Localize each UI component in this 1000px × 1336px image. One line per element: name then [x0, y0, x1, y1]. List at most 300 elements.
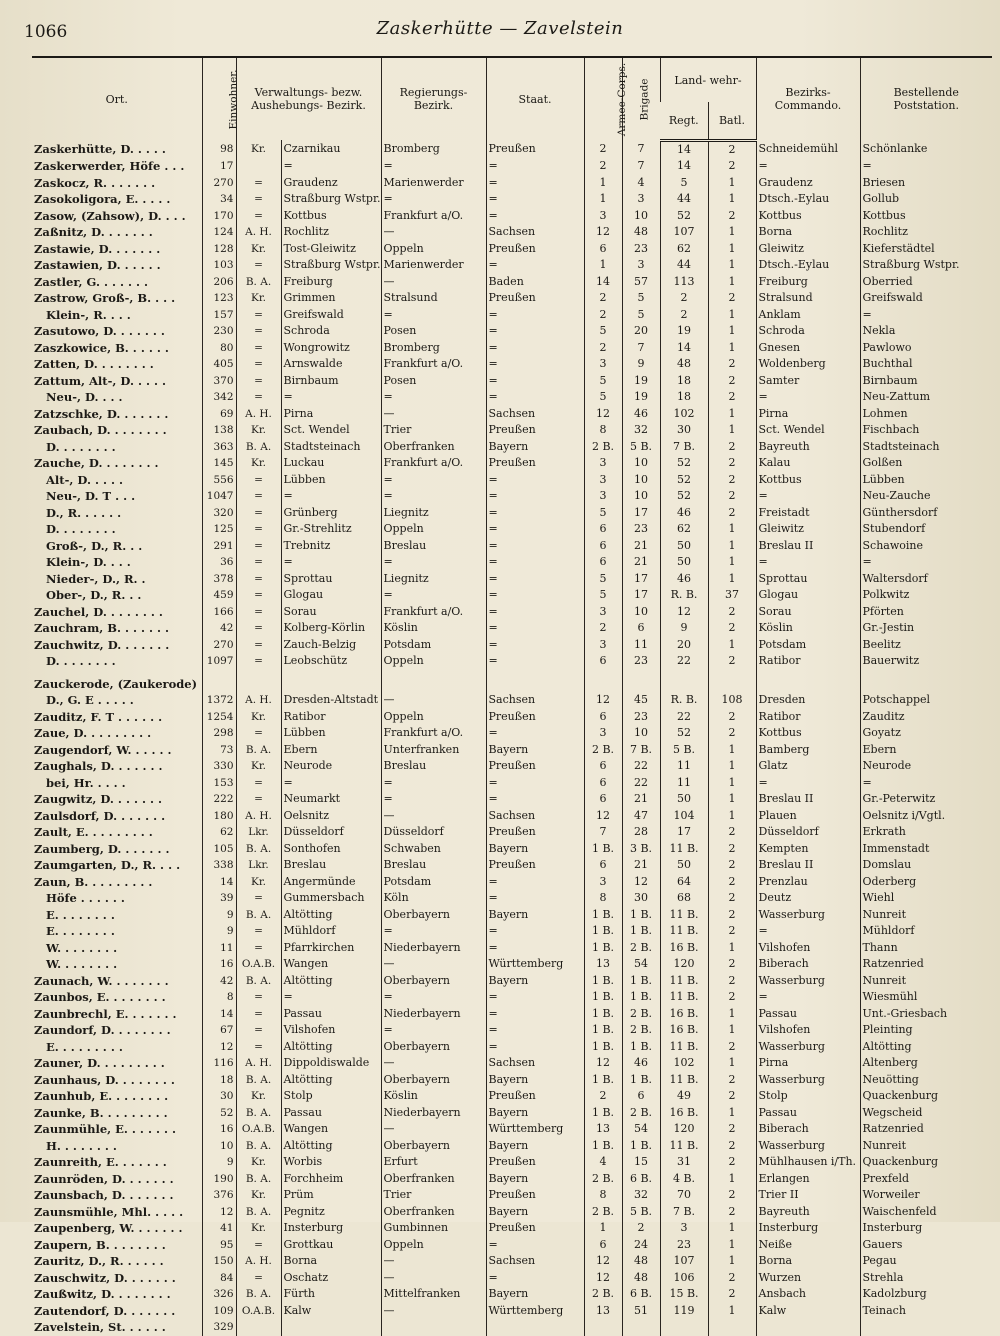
- post-station: Beelitz: [860, 637, 992, 654]
- landwehr-regiment: [660, 676, 708, 693]
- place-name: Zaszkowice, B. . . . . .: [34, 340, 169, 355]
- government-district: Düsseldorf: [381, 824, 486, 841]
- brigade: 23: [622, 241, 660, 258]
- army-corps: 6: [584, 857, 622, 874]
- government-district: =: [381, 923, 486, 940]
- district-type: Kr.: [236, 140, 281, 158]
- post-station: Pförten: [860, 604, 992, 621]
- landwehr-regiment: 62: [660, 521, 708, 538]
- state: Sachsen: [486, 692, 584, 709]
- brigade: 46: [622, 406, 660, 423]
- brigade: 23: [622, 521, 660, 538]
- place-name: Zaunach, W. . . . . . . .: [34, 973, 169, 988]
- population: 206: [202, 274, 236, 291]
- army-corps: 1 B.: [584, 989, 622, 1006]
- brigade: 51: [622, 1303, 660, 1320]
- place-name: Zaskerwerder, Höfe . . .: [34, 159, 185, 173]
- government-district: —: [381, 1270, 486, 1287]
- post-station: Stubendorf: [860, 521, 992, 538]
- district: Graudenz: [281, 175, 381, 192]
- landwehr-regiment: 17: [660, 824, 708, 841]
- landwehr-battalion: 1: [708, 175, 756, 192]
- landwehr-battalion: 1: [708, 191, 756, 208]
- landwehr-battalion: 2: [708, 620, 756, 637]
- landwehr-regiment: 64: [660, 874, 708, 891]
- district-type: =: [236, 208, 281, 225]
- government-district: =: [381, 587, 486, 604]
- state: Württemberg: [486, 1303, 584, 1320]
- table-row: [32, 587, 992, 604]
- district-command: Plauen: [756, 808, 860, 825]
- population: 376: [202, 1187, 236, 1204]
- district: [281, 676, 381, 693]
- army-corps: 6: [584, 758, 622, 775]
- landwehr-regiment: 11 B.: [660, 1039, 708, 1056]
- place-name: D. . . . . . . .: [46, 522, 116, 536]
- table-row: [32, 323, 992, 340]
- state: =: [486, 538, 584, 555]
- district: Leobschütz: [281, 653, 381, 670]
- government-district: Oberfranken: [381, 1204, 486, 1221]
- table-row: [32, 989, 992, 1006]
- post-station: Lübben: [860, 472, 992, 489]
- district-type: B. A.: [236, 439, 281, 456]
- brigade: 2 B.: [622, 1105, 660, 1122]
- government-district: Frankfurt a/O.: [381, 725, 486, 742]
- district-type: A. H.: [236, 1253, 281, 1270]
- post-station: Nunreit: [860, 1138, 992, 1155]
- government-district: Unterfranken: [381, 742, 486, 759]
- place-name: Zauckerode, (Zaukerode): [34, 676, 198, 691]
- army-corps: 1 B.: [584, 923, 622, 940]
- population: 42: [202, 973, 236, 990]
- place-name: Ober-, D., R. . .: [46, 588, 142, 602]
- district-command: Kottbus: [756, 472, 860, 489]
- landwehr-regiment: R. B.: [660, 692, 708, 709]
- post-station: Unt.-Griesbach: [860, 1006, 992, 1023]
- district-type: =: [236, 775, 281, 792]
- state: =: [486, 890, 584, 907]
- place-name: Zaunröden, D. . . . . . .: [34, 1171, 174, 1186]
- district: Freiburg: [281, 274, 381, 291]
- district: Passau: [281, 1006, 381, 1023]
- population: 338: [202, 857, 236, 874]
- post-station: Neu-Zauche: [860, 488, 992, 505]
- army-corps: [584, 676, 622, 693]
- government-district: =: [381, 791, 486, 808]
- district-command: Ratibor: [756, 653, 860, 670]
- state: Sachsen: [486, 1055, 584, 1072]
- state: Preußen: [486, 1220, 584, 1237]
- post-station: =: [860, 158, 992, 175]
- district: [281, 1319, 381, 1336]
- army-corps: 2 B.: [584, 1286, 622, 1303]
- army-corps: 12: [584, 808, 622, 825]
- landwehr-regiment: 18: [660, 389, 708, 406]
- brigade: 1 B.: [622, 923, 660, 940]
- place-name: Zaughals, D. . . . . . .: [34, 759, 163, 773]
- landwehr-battalion: 2: [708, 841, 756, 858]
- district: Pfarrkirchen: [281, 940, 381, 957]
- landwehr-regiment: 48: [660, 356, 708, 373]
- landwehr-battalion: 2: [708, 725, 756, 742]
- table-row: [32, 758, 992, 775]
- brigade: 23: [622, 709, 660, 726]
- landwehr-battalion: 1: [708, 571, 756, 588]
- post-station: Ratzenried: [860, 956, 992, 973]
- army-corps: 1 B.: [584, 1022, 622, 1039]
- state: Württemberg: [486, 1121, 584, 1138]
- landwehr-battalion: 1: [708, 940, 756, 957]
- place-name: E. . . . . . . . .: [46, 1039, 123, 1054]
- table-row: [32, 775, 992, 792]
- district-type: A. H.: [236, 224, 281, 241]
- table-row: [32, 1088, 992, 1105]
- district-command: Gnesen: [756, 340, 860, 357]
- district: Stadtsteinach: [281, 439, 381, 456]
- place-name: Zatzschke, D. . . . . . .: [34, 406, 169, 421]
- place-name: Zastler, G. . . . . . .: [34, 274, 149, 289]
- government-district: —: [381, 808, 486, 825]
- state: =: [486, 653, 584, 670]
- brigade: 7: [622, 140, 660, 158]
- government-district: Liegnitz: [381, 505, 486, 522]
- state: =: [486, 323, 584, 340]
- landwehr-regiment: 46: [660, 505, 708, 522]
- population: 298: [202, 725, 236, 742]
- post-station: Ratzenried: [860, 1121, 992, 1138]
- landwehr-battalion: 1: [708, 1055, 756, 1072]
- landwehr-battalion: [708, 1319, 756, 1336]
- district-command: Wasserburg: [756, 1039, 860, 1056]
- place-name: Zaugendorf, W. . . . . .: [34, 742, 172, 757]
- header-regierung: Regierungs- Bezirk.: [381, 57, 486, 140]
- brigade: 5: [622, 307, 660, 324]
- brigade: 3: [622, 257, 660, 274]
- brigade: 6: [622, 620, 660, 637]
- landwehr-regiment: 52: [660, 472, 708, 489]
- table-row: [32, 791, 992, 808]
- table-row: [32, 841, 992, 858]
- district: Insterburg: [281, 1220, 381, 1237]
- place-name: Zaugwitz, D. . . . . . .: [34, 792, 162, 806]
- place-name: Zaupenberg, W. . . . . . .: [34, 1221, 183, 1235]
- post-station: Pleinting: [860, 1022, 992, 1039]
- landwehr-battalion: 1: [708, 307, 756, 324]
- header-bezirks: Bezirks- Commando.: [756, 57, 860, 140]
- header-einwohner: Einwohner.: [202, 57, 236, 140]
- brigade: 6 B.: [622, 1171, 660, 1188]
- brigade: 11: [622, 637, 660, 654]
- district-command: Prenzlau: [756, 874, 860, 891]
- post-station: Waltersdorf: [860, 571, 992, 588]
- table-row: [32, 224, 992, 241]
- district-command: Pirna: [756, 406, 860, 423]
- table-row: [32, 956, 992, 973]
- district-type: O.A.B.: [236, 1121, 281, 1138]
- post-station: Kottbus: [860, 208, 992, 225]
- state: =: [486, 1237, 584, 1254]
- table-row: [32, 1270, 992, 1287]
- population: 329: [202, 1319, 236, 1336]
- brigade: 1 B.: [622, 1039, 660, 1056]
- army-corps: 14: [584, 274, 622, 291]
- army-corps: 6: [584, 538, 622, 555]
- army-corps: 3: [584, 488, 622, 505]
- district-type: =: [236, 340, 281, 357]
- post-station: Nunreit: [860, 973, 992, 990]
- district-command: Wurzen: [756, 1270, 860, 1287]
- table-row: [32, 140, 992, 158]
- place-name: D., G. E . . . . .: [46, 693, 134, 707]
- district-type: =: [236, 307, 281, 324]
- population: 291: [202, 538, 236, 555]
- landwehr-regiment: 120: [660, 1121, 708, 1138]
- district: Altötting: [281, 1138, 381, 1155]
- post-station: Greifswald: [860, 290, 992, 307]
- landwehr-regiment: 11: [660, 775, 708, 792]
- post-station: Quackenburg: [860, 1154, 992, 1171]
- government-district: =: [381, 307, 486, 324]
- state: Württemberg: [486, 956, 584, 973]
- population: 39: [202, 890, 236, 907]
- district-command: Glogau: [756, 587, 860, 604]
- table-row: [32, 208, 992, 225]
- brigade: 48: [622, 1270, 660, 1287]
- table-row: [32, 1286, 992, 1303]
- table-row: [32, 709, 992, 726]
- district-command: Biberach: [756, 1121, 860, 1138]
- district-command: [756, 1319, 860, 1336]
- landwehr-battalion: 1: [708, 808, 756, 825]
- landwehr-regiment: 15 B.: [660, 1286, 708, 1303]
- district-command: Wasserburg: [756, 907, 860, 924]
- population: 41: [202, 1220, 236, 1237]
- district-command: Deutz: [756, 890, 860, 907]
- place-name: Zattum, Alt-, D. . . . .: [34, 373, 166, 388]
- state: =: [486, 521, 584, 538]
- district-type: =: [236, 521, 281, 538]
- army-corps: 1 B.: [584, 1072, 622, 1089]
- district-command: Kalau: [756, 455, 860, 472]
- landwehr-regiment: 22: [660, 653, 708, 670]
- army-corps: 3: [584, 637, 622, 654]
- landwehr-battalion: 2: [708, 1270, 756, 1287]
- brigade: 21: [622, 857, 660, 874]
- landwehr-battalion: 2: [708, 1088, 756, 1105]
- header-regt: Regt.: [660, 102, 708, 140]
- table-row: [32, 373, 992, 390]
- district: =: [281, 775, 381, 792]
- district-command: Wasserburg: [756, 1072, 860, 1089]
- population: 67: [202, 1022, 236, 1039]
- brigade: 19: [622, 389, 660, 406]
- table-row: [32, 653, 992, 670]
- place-name: Klein-, D. . . .: [46, 555, 131, 569]
- state: Preußen: [486, 758, 584, 775]
- population: 103: [202, 257, 236, 274]
- place-name: Zaundorf, D. . . . . . . .: [34, 1023, 171, 1037]
- landwehr-regiment: 14: [660, 158, 708, 175]
- post-station: Günthersdorf: [860, 505, 992, 522]
- state: =: [486, 1022, 584, 1039]
- state: =: [486, 620, 584, 637]
- brigade: 21: [622, 791, 660, 808]
- landwehr-regiment: 16 B.: [660, 1022, 708, 1039]
- district: Worbis: [281, 1154, 381, 1171]
- landwehr-regiment: 102: [660, 406, 708, 423]
- landwehr-regiment: 50: [660, 857, 708, 874]
- district-command: Borna: [756, 224, 860, 241]
- place-name: Groß-, D., R. . .: [46, 538, 143, 553]
- population: 95: [202, 1237, 236, 1254]
- landwehr-battalion: 1: [708, 758, 756, 775]
- population: 36: [202, 554, 236, 571]
- post-station: Gollub: [860, 191, 992, 208]
- district: =: [281, 389, 381, 406]
- place-name: Zasow, (Zahsow), D. . . .: [34, 208, 186, 223]
- brigade: 2 B.: [622, 1022, 660, 1039]
- place-name: Zauschwitz, D. . . . . . .: [34, 1270, 176, 1285]
- landwehr-battalion: 1: [708, 791, 756, 808]
- population: 123: [202, 290, 236, 307]
- landwehr-regiment: 119: [660, 1303, 708, 1320]
- landwehr-regiment: 9: [660, 620, 708, 637]
- table-row: [32, 923, 992, 940]
- landwehr-battalion: 2: [708, 653, 756, 670]
- post-station: Wiesmühl: [860, 989, 992, 1006]
- district-type: B. A.: [236, 907, 281, 924]
- brigade: [622, 676, 660, 693]
- district-command: Trier II: [756, 1187, 860, 1204]
- district: Sct. Wendel: [281, 422, 381, 439]
- population: 9: [202, 923, 236, 940]
- place-name: E. . . . . . . .: [46, 907, 115, 922]
- army-corps: 1 B.: [584, 841, 622, 858]
- landwehr-regiment: 68: [660, 890, 708, 907]
- army-corps: 3: [584, 472, 622, 489]
- district-command: Schroda: [756, 323, 860, 340]
- post-station: Kadolzburg: [860, 1286, 992, 1303]
- landwehr-regiment: 11 B.: [660, 923, 708, 940]
- district: Lübben: [281, 472, 381, 489]
- government-district: =: [381, 158, 486, 175]
- army-corps: 6: [584, 521, 622, 538]
- district-command: Bamberg: [756, 742, 860, 759]
- table-row: [32, 439, 992, 456]
- district-command: Gleiwitz: [756, 241, 860, 258]
- landwehr-regiment: 11 B.: [660, 1072, 708, 1089]
- landwehr-battalion: 1: [708, 422, 756, 439]
- government-district: Oppeln: [381, 521, 486, 538]
- army-corps: 5: [584, 571, 622, 588]
- population: 1254: [202, 709, 236, 726]
- population: 326: [202, 1286, 236, 1303]
- population: 9: [202, 1154, 236, 1171]
- landwehr-regiment: 62: [660, 241, 708, 258]
- army-corps: 2: [584, 158, 622, 175]
- table-row: [32, 1072, 992, 1089]
- brigade: 2 B.: [622, 1006, 660, 1023]
- post-station: Waischenfeld: [860, 1204, 992, 1221]
- table-row: [32, 1303, 992, 1320]
- place-name: H. . . . . . . .: [46, 1138, 117, 1153]
- army-corps: 3: [584, 874, 622, 891]
- population: 116: [202, 1055, 236, 1072]
- state: Bayern: [486, 1072, 584, 1089]
- gazetteer-table: [32, 56, 992, 1336]
- district: Oelsnitz: [281, 808, 381, 825]
- place-name: Zastawie, D. . . . . . .: [34, 241, 161, 256]
- place-name: Zasutowo, D. . . . . . .: [34, 324, 165, 338]
- state: Sachsen: [486, 406, 584, 423]
- table-row: [32, 742, 992, 759]
- population: [202, 676, 236, 693]
- place-name: Zaunhub, E. . . . . . . .: [34, 1089, 169, 1103]
- army-corps: 5: [584, 389, 622, 406]
- table-row: [32, 857, 992, 874]
- state: Preußen: [486, 455, 584, 472]
- landwehr-regiment: 31: [660, 1154, 708, 1171]
- place-name: Zatten, D. . . . . . . .: [34, 357, 154, 371]
- table-row: [32, 472, 992, 489]
- government-district: Oppeln: [381, 1237, 486, 1254]
- government-district: Marienwerder: [381, 257, 486, 274]
- population: 14: [202, 874, 236, 891]
- army-corps: 1 B.: [584, 1039, 622, 1056]
- post-station: Wiehl: [860, 890, 992, 907]
- brigade: [622, 1319, 660, 1336]
- post-station: Pawlowo: [860, 340, 992, 357]
- table-row: [32, 257, 992, 274]
- place-name: Zastrow, Groß-, B. . . .: [34, 291, 176, 305]
- landwehr-regiment: 52: [660, 725, 708, 742]
- government-district: Oberbayern: [381, 973, 486, 990]
- population: 69: [202, 406, 236, 423]
- district-type: O.A.B.: [236, 1303, 281, 1320]
- population: 16: [202, 956, 236, 973]
- state: =: [486, 791, 584, 808]
- post-station: Neuötting: [860, 1072, 992, 1089]
- district-command: Vilshofen: [756, 1022, 860, 1039]
- district-command: Samter: [756, 373, 860, 390]
- landwehr-regiment: 16 B.: [660, 1105, 708, 1122]
- header-landwehr: Land- wehr-: [660, 57, 756, 102]
- army-corps: 6: [584, 791, 622, 808]
- landwehr-regiment: 44: [660, 257, 708, 274]
- landwehr-battalion: 2: [708, 455, 756, 472]
- district-type: Kr.: [236, 709, 281, 726]
- army-corps: 1: [584, 257, 622, 274]
- brigade: 48: [622, 224, 660, 241]
- district-type: =: [236, 554, 281, 571]
- landwehr-regiment: 3: [660, 1220, 708, 1237]
- population: 270: [202, 637, 236, 654]
- district-type: Lkr.: [236, 857, 281, 874]
- state: =: [486, 1006, 584, 1023]
- government-district: —: [381, 274, 486, 291]
- district: Oschatz: [281, 1270, 381, 1287]
- table-row: [32, 571, 992, 588]
- post-station: Altötting: [860, 1039, 992, 1056]
- government-district: —: [381, 956, 486, 973]
- place-name: Zaunreith, E. . . . . . .: [34, 1155, 167, 1169]
- landwehr-regiment: 11 B.: [660, 973, 708, 990]
- brigade: 17: [622, 587, 660, 604]
- district-command: Ratibor: [756, 709, 860, 726]
- army-corps: 1: [584, 175, 622, 192]
- header-armee: Armee-Corps.: [584, 57, 622, 140]
